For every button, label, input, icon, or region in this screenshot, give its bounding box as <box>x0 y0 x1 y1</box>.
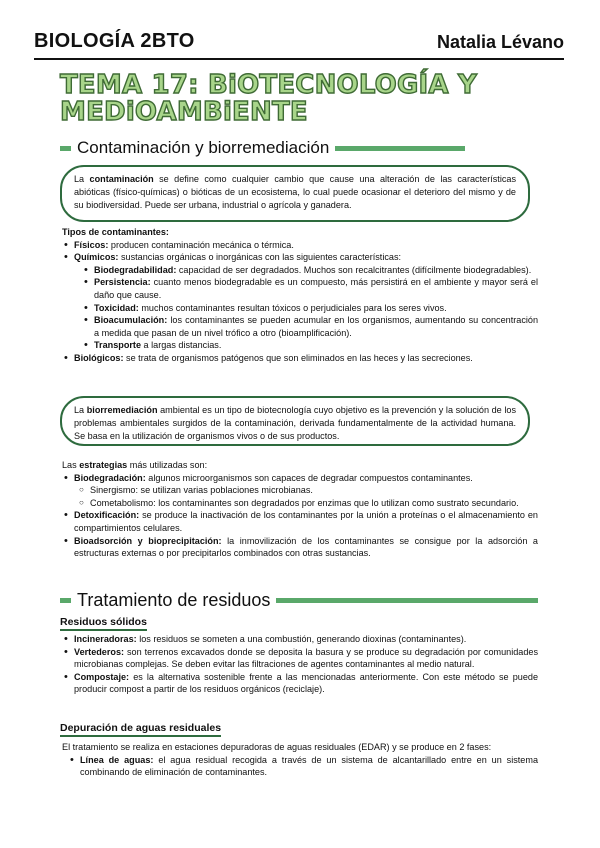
item-term: Línea de aguas: <box>80 754 154 765</box>
list-item <box>82 302 538 315</box>
item-term: Físicos: <box>74 239 109 250</box>
item-term: Biodegradabilidad: <box>94 264 177 275</box>
heading-bar <box>276 598 538 603</box>
item-term: Transporte <box>94 340 141 351</box>
list-item <box>82 276 538 301</box>
solid-list <box>62 633 538 696</box>
list-item <box>62 633 538 646</box>
subheading-residuos-solidos <box>60 616 147 631</box>
subheading-underline <box>60 629 147 631</box>
item-term: Biológicos: <box>74 352 124 363</box>
item-desc: muchos contaminantes resultan tóxicos o perjudiciales para los seres vivos. <box>138 302 447 313</box>
item-term: Persistencia: <box>94 277 151 288</box>
list-item <box>82 264 538 277</box>
item-desc: los residuos se someten a una combustión, generando dioxinas (contaminantes). <box>136 634 467 644</box>
biodeg-sublist <box>78 484 538 509</box>
section-heading-contaminacion <box>60 138 465 158</box>
list-item <box>62 352 538 365</box>
list-item <box>62 509 538 534</box>
item-desc: capacidad de ser degradados. Muchos son recalcitrantes (difícilmente biodegradables). <box>176 264 532 275</box>
solid-block <box>62 633 538 696</box>
box-term: contaminación <box>89 174 154 184</box>
list-item <box>82 314 538 339</box>
list-item <box>62 671 538 696</box>
subheading-text: Residuos sólidos <box>60 616 147 628</box>
item-desc: algunos microorganismos son capaces de degradar compuestos contaminantes. <box>145 472 473 483</box>
list-item <box>62 472 538 510</box>
box-text: ambiental es un tipo de biotecnología cuyo objetivo es la prevención y la solución de los problemas ambientales surgidos de la contaminación, derivada fundamentalmente de la actividad humana. Se basa en la utilización de organismos vivos o de sus productos. <box>74 405 516 441</box>
types-heading-text: Tipos de contaminantes: <box>62 227 169 237</box>
types-heading <box>62 226 538 239</box>
item-desc: se trata de organismos patógenos que son eliminados en las heces y las secreciones. <box>123 352 473 363</box>
definition-box-biorremediacion <box>60 396 530 446</box>
section-heading-residuos <box>60 590 538 611</box>
page-header <box>34 30 564 60</box>
types-list <box>62 239 538 365</box>
intro-text: Las <box>62 460 80 470</box>
item-term: Compostaje: <box>74 671 130 682</box>
heading-marker <box>60 598 71 603</box>
subheading-underline <box>60 735 221 737</box>
box-text: se define como cualquier cambio que cause una alteración de las características abióticas (físico-químicas) o bióticas de un ecosistema, lo cual puede ocasionar el deterioro del mismo y de su biodiversidad. Puede ser urbana, industrial o agrícola y ganadera. <box>74 174 516 210</box>
item-desc: son terrenos excavados donde se deposita la basura y se produce su degradación por comunidades microbianas complejas. Se deben evitar las filtraciones de agentes contaminantes al medio natural. <box>74 646 538 670</box>
author-label: Natalia Lévano <box>436 32 564 52</box>
item-desc: los contaminantes se pueden acumular en los organismos, aumentando su concentración a medida que pasan de un nivel trófico a otro (bioamplificación). <box>94 315 538 338</box>
strategies-block <box>62 459 538 560</box>
item-term: Biodegradación: <box>74 472 146 483</box>
heading-bar <box>335 146 465 151</box>
list-item: ○ Sinergismo: se utilizan varias poblaciones microbianas. <box>78 484 538 497</box>
item-term: Químicos: <box>74 252 119 263</box>
item-desc: se produce la inactivación de los contaminantes por la unión a proteínas o el almacenamiento en compartimientos celulares. <box>74 510 538 533</box>
item-term: Incineradoras: <box>74 634 137 644</box>
types-block <box>62 226 538 365</box>
section-heading-text: Contaminación y biorremediación <box>77 138 330 157</box>
list-item <box>62 251 538 352</box>
list-item <box>62 535 538 560</box>
water-intro: El tratamiento se realiza en estaciones depuradoras de aguas residuales (EDAR) y se produce en 2 fases: <box>62 742 492 752</box>
box-text: La <box>74 405 87 415</box>
intro-text: más utilizadas son: <box>127 460 208 470</box>
definition-box-contaminacion <box>60 165 530 222</box>
item-desc: el agua residual recogida a través de un sistema de alcantarillado entre en un sistema combinando de eliminación de contaminantes. <box>80 754 538 778</box>
item-term: Bioadsorción y bioprecipitación: <box>74 535 222 546</box>
box-term: biorremediación <box>86 405 158 415</box>
list-item <box>62 239 538 252</box>
item-term: Vertederos: <box>74 646 125 657</box>
item-term: Bioacumulación: <box>94 315 168 326</box>
page-title: TEMA 17: BiOTECNOLOGÍA Y MEDiOAMBiENTE <box>60 70 478 127</box>
item-desc: a largas distancias. <box>141 340 222 351</box>
box-text: La <box>74 174 90 184</box>
list-item: ○ Cometabolismo: los contaminantes son degradados por enzimas que lo utilizan como sustrato secundario. <box>78 497 538 510</box>
list-item <box>62 646 538 671</box>
subheading-depuracion <box>60 722 221 737</box>
item-term: Detoxificación: <box>74 510 140 521</box>
section-heading-text: Tratamiento de residuos <box>77 590 271 610</box>
water-block <box>62 741 538 779</box>
subheading-text: Depuración de aguas residuales <box>60 722 222 734</box>
strategies-list <box>62 472 538 560</box>
item-desc: es la alternativa sostenible frente a las mencionadas anteriormente. Con este método se puede producir compost a partir de los residuos orgánicos (reciclaje). <box>74 671 538 695</box>
water-list <box>62 754 538 779</box>
list-item <box>82 339 538 352</box>
subject-label: BIOLOGÍA 2BTO <box>34 30 195 52</box>
item-desc: cuanto menos biodegradable es un compuesto, más persistirá en el ambiente y mayor será el daño que cause. <box>94 277 538 300</box>
list-item <box>68 754 538 779</box>
strategies-intro <box>62 459 538 472</box>
heading-marker <box>60 146 71 151</box>
item-desc: sustancias orgánicas o inorgánicas con las siguientes características: <box>118 252 402 263</box>
item-desc: la inmovilización de los contaminantes se consigue por la adsorción a estructuras externas o por precipitarlos combinados con otras sustancias. <box>74 535 538 559</box>
header-rule <box>34 58 564 60</box>
item-desc: producen contaminación mecánica o térmica. <box>108 239 294 250</box>
chem-list <box>82 264 538 352</box>
intro-term: estrategias <box>79 460 128 470</box>
item-term: Toxicidad: <box>94 302 139 313</box>
